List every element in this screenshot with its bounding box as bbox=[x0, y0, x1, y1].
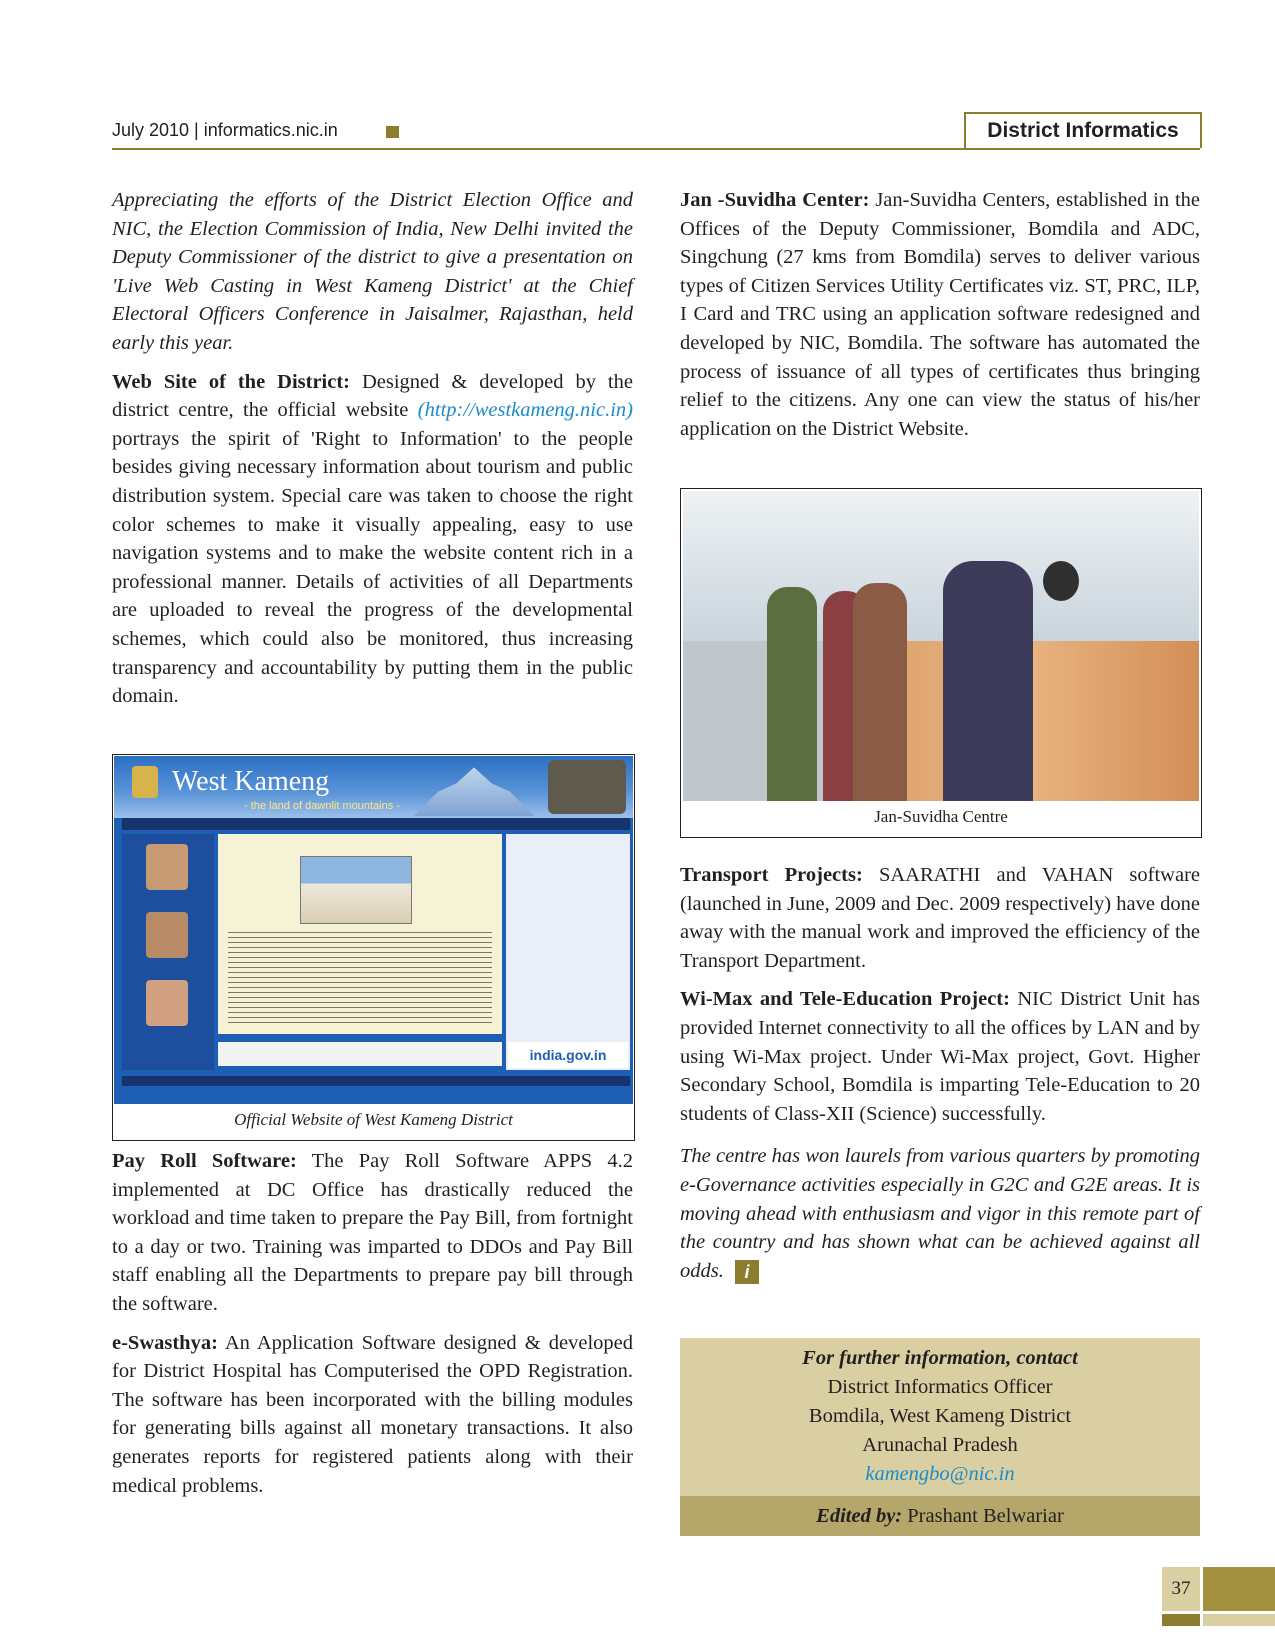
photo-caption: Jan-Suvidha Centre bbox=[874, 807, 1008, 826]
website-caption: Official Website of West Kameng District bbox=[234, 1110, 513, 1129]
edited-by-bar bbox=[680, 1496, 1200, 1536]
payroll-paragraph bbox=[112, 1147, 633, 1319]
site-main-content bbox=[218, 834, 502, 1034]
site-sidebar bbox=[122, 834, 214, 1070]
payroll-text: The Pay Roll Software APPS 4.2 implemented at DC Office has drastically reduced the workload and time taken to prepare the Pay Bill, from fortnight to a day or two. Training was imparted to DDOs and Pay Bill staff enabling all the Departments to prepare pay bill through the software. bbox=[112, 1150, 633, 1315]
contact-email[interactable]: kamengbo@nic.in bbox=[865, 1463, 1015, 1485]
page-tab-strip-right bbox=[1203, 1614, 1275, 1626]
wimax-paragraph bbox=[680, 985, 1200, 1128]
site-photo-strip bbox=[218, 1042, 502, 1066]
counter-glass bbox=[683, 491, 1199, 641]
page-tab-block bbox=[1203, 1567, 1275, 1611]
building-photo bbox=[300, 856, 412, 924]
left-column bbox=[112, 186, 633, 721]
site-subtitle: - the land of dawnlit mountains - bbox=[244, 800, 400, 812]
clerk bbox=[1043, 561, 1079, 601]
page-tab-strip-left bbox=[1162, 1614, 1200, 1626]
eswasthya-heading: e-Swasthya: bbox=[112, 1331, 218, 1354]
transport-heading: Transport Projects: bbox=[680, 864, 863, 886]
editor-name: Prashant Belwariar bbox=[907, 1505, 1064, 1527]
jansuvidha-figure bbox=[680, 488, 1202, 838]
website-figure bbox=[112, 754, 635, 1141]
person-1 bbox=[767, 587, 817, 801]
header-rule bbox=[112, 148, 1200, 150]
jansuvidha-photo bbox=[683, 491, 1199, 801]
site-right-panel bbox=[506, 834, 630, 1070]
website-screenshot bbox=[114, 756, 633, 1104]
contact-heading: For further information, contact bbox=[802, 1347, 1078, 1369]
jansuvidha-heading: Jan -Suvidha Center: bbox=[680, 189, 870, 211]
transport-text: SAARATHI and VAHAN software (launched in June, 2009 and Dec. 2009 respectively) have done away with the manual work and improved the efficiency of the Transport Department. bbox=[680, 864, 1200, 972]
website-text-after: portrays the spirit of 'Right to Information' to the people besides giving necessary information about tourism and public distribution system. Special care was taken to choose the right color schemes to make it visually appealing, easy to use navigation systems and to make the website content rich in a professional manner. Details of activities of all Departments are uploaded to reveal the progress of the developmental schemes, which could also be monitored, thus increasing transparency and accountability by putting them in the public domain. bbox=[112, 427, 633, 708]
official-photo-3 bbox=[146, 980, 188, 1026]
website-link[interactable]: (http://westkameng.nic.in) bbox=[417, 399, 633, 422]
issue-info: July 2010 | informatics.nic.in bbox=[112, 120, 338, 140]
contact-line-3: Arunachal Pradesh bbox=[862, 1434, 1018, 1456]
left-column-lower bbox=[112, 1147, 633, 1510]
contact-line-1: District Informatics Officer bbox=[827, 1376, 1053, 1398]
eswasthya-paragraph bbox=[112, 1329, 633, 1501]
jansuvidha-text: Jan-Suvidha Centers, established in the Offices of the Deputy Commissioner, Bomdila and ADC, Singchung (27 kms from Bomdila) serves to deliver various types of Citizen Services Utility Certificates viz. ST, PRC, ILP, I Card and TRC using an application software redesigned and developed by NIC, Bomdila. The software has automated the process of issuance of all types of certificates thus bringing relief to the citizens. Any one can view the status of his/her application on the District Website. bbox=[680, 189, 1200, 440]
site-text-block bbox=[228, 932, 492, 1024]
yak-photo bbox=[548, 760, 626, 814]
official-photo-2 bbox=[146, 912, 188, 958]
info-icon: i bbox=[735, 1260, 759, 1284]
site-title: West Kameng bbox=[172, 766, 330, 797]
contact-line-2: Bomdila, West Kameng District bbox=[808, 1405, 1072, 1427]
transport-paragraph bbox=[680, 861, 1200, 975]
intro-paragraph: Appreciating the efforts of the District Election Office and NIC, the Election Commission of India, New Delhi invited the Deputy Commissioner of the district to give a presentation on 'Live Web Casting in West Kameng District' at the Chief Electoral Officers Conference in Jaisalmer, Rajasthan, held early this year. bbox=[112, 189, 633, 354]
website-text-before: Designed & developed by the district centre, the official website bbox=[112, 370, 633, 422]
website-paragraph bbox=[112, 368, 633, 711]
section-title: District Informatics bbox=[964, 112, 1202, 148]
right-column-lower bbox=[680, 861, 1200, 1295]
edited-label: Edited by: bbox=[816, 1505, 903, 1527]
emblem-icon bbox=[132, 766, 158, 798]
wimax-heading: Wi-Max and Tele-Education Project: bbox=[680, 988, 1010, 1011]
closing-paragraph bbox=[680, 1142, 1200, 1285]
eswasthya-text: An Application Software designed & developed for District Hospital has Computerised the OPD Registration. The software has been incorporated with the billing modules for generating bills against all monetary transactions. It also generates reports for registered patients along with their medical problems. bbox=[112, 1331, 633, 1497]
india-portal-logo: india.gov.in bbox=[508, 1042, 628, 1068]
person-4 bbox=[943, 561, 1033, 801]
payroll-heading: Pay Roll Software: bbox=[112, 1150, 297, 1172]
right-column bbox=[680, 186, 1200, 453]
wimax-text: NIC District Unit has provided Internet connectivity to all the offices by LAN and by using Wi-Max project. Under Wi-Max project, Govt. Higher Secondary School, Bomdila is imparting Tele-Education to 20 students of Class-XII (Science) successfully. bbox=[680, 988, 1201, 1125]
person-3 bbox=[853, 583, 907, 801]
website-heading: Web Site of the District: bbox=[112, 370, 350, 393]
page-number: 37 bbox=[1162, 1567, 1200, 1611]
site-nav-bar bbox=[122, 818, 630, 830]
jansuvidha-paragraph bbox=[680, 186, 1200, 443]
site-footer-bar bbox=[122, 1076, 630, 1086]
contact-box bbox=[680, 1338, 1200, 1496]
header-square-icon bbox=[386, 126, 399, 138]
closing-text: The centre has won laurels from various quarters by promoting e-Governance activities especially in G2C and G2E areas. It is moving ahead with enthusiasm and vigor in this remote part of the country and has shown what can be achieved against all odds. bbox=[680, 1145, 1200, 1282]
official-photo-1 bbox=[146, 844, 188, 890]
